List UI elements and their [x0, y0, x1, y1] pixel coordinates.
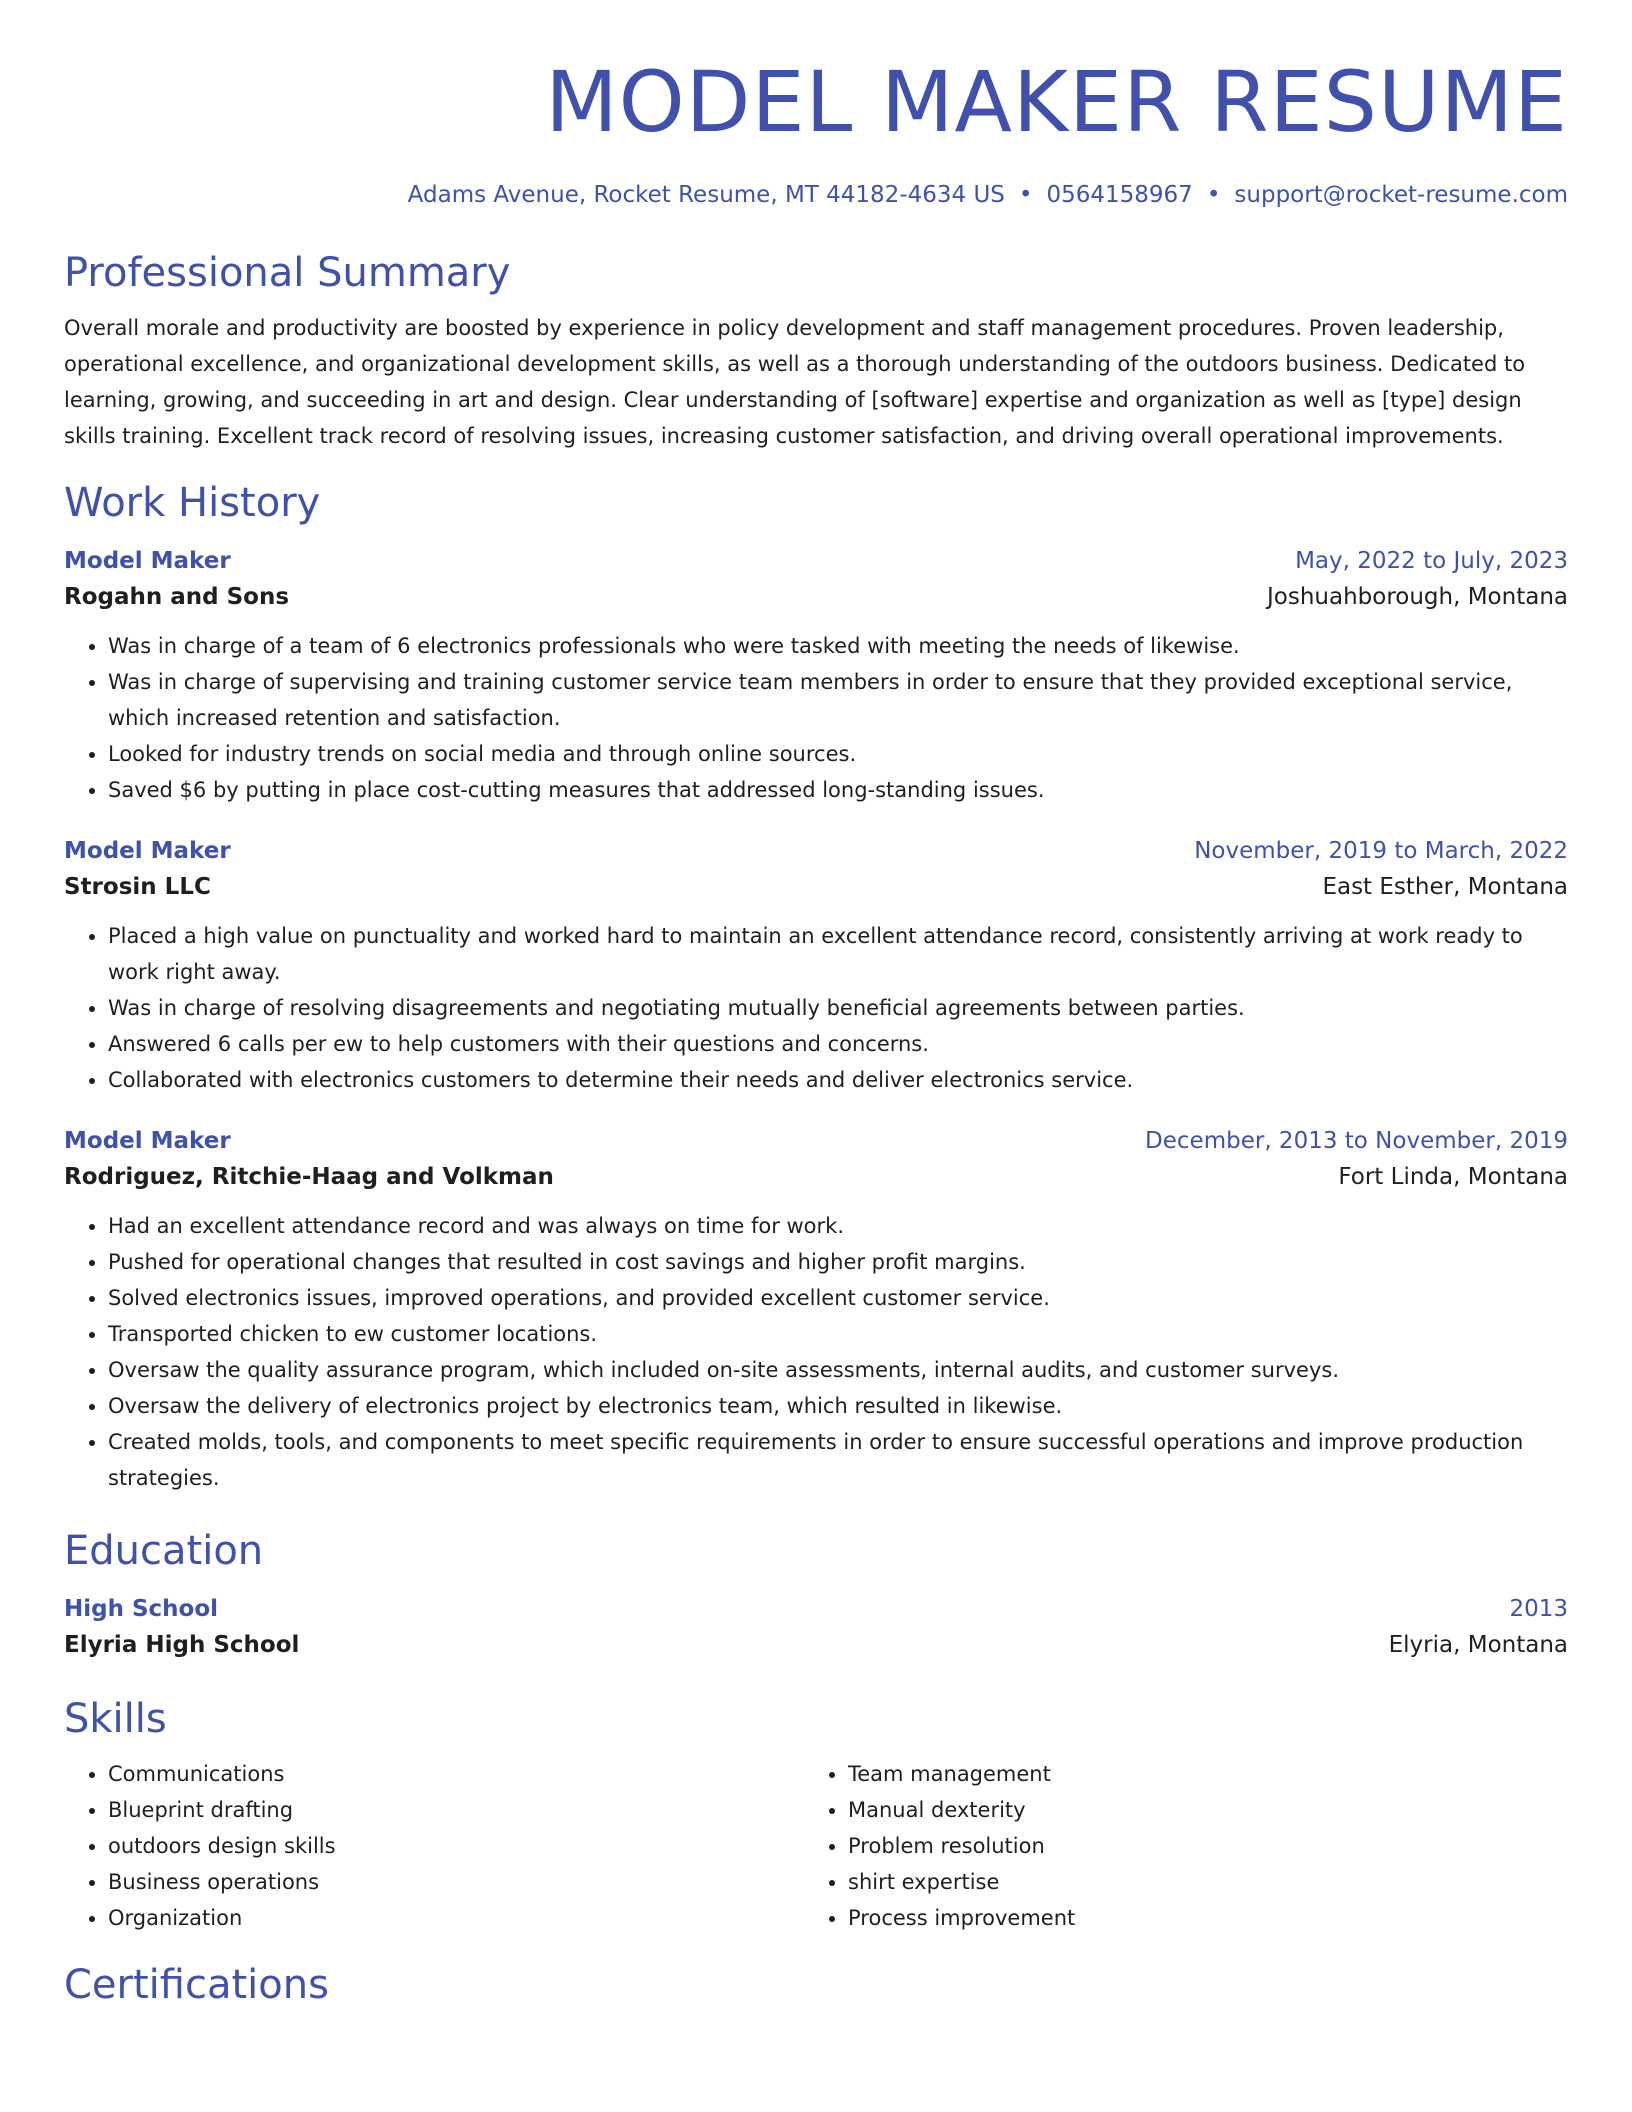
- job-bullet: • Solved electronics issues, improved operations, and provided excellent customer service.: [108, 1280, 1568, 1316]
- contact-separator: •: [1206, 182, 1221, 208]
- job-bullet: • Transported chicken to ew customer locations.: [108, 1316, 1568, 1352]
- summary-heading: Professional Summary: [64, 250, 511, 296]
- contact-email[interactable]: support@rocket-resume.com: [1234, 182, 1568, 208]
- skill-item: • Problem resolution: [848, 1828, 1544, 1864]
- skill-item: • shirt expertise: [848, 1864, 1544, 1900]
- job-entry: [64, 544, 1568, 808]
- job-bullet: • Collaborated with electronics customers to determine their needs and deliver electronics service.: [108, 1062, 1568, 1098]
- contact-phone[interactable]: 0564158967: [1046, 182, 1193, 208]
- resume-header: [64, 0, 1568, 210]
- education-heading: Education: [64, 1528, 264, 1574]
- job-bullet: • Pushed for operational changes that resulted in cost savings and higher profit margins.: [108, 1244, 1568, 1280]
- job-dates: May, 2022 to July, 2023: [1295, 548, 1568, 574]
- skill-item: • Team management: [848, 1756, 1544, 1792]
- summary-section: [64, 248, 1568, 454]
- job-company: Rodriguez, Ritchie-Haag and Volkman: [64, 1164, 554, 1190]
- job-bullet: • Was in charge of resolving disagreements and negotiating mutually beneficial agreements between parties.: [108, 990, 1568, 1026]
- job-location: East Esther, Montana: [1322, 874, 1568, 900]
- certifications-section: [64, 1960, 1568, 2010]
- job-bullets: [64, 1208, 1568, 1496]
- job-bullet: • Oversaw the quality assurance program, which included on-site assessments, internal audits, and customer surveys.: [108, 1352, 1568, 1388]
- job-bullets: [64, 628, 1568, 808]
- education-section: [64, 1526, 1568, 1664]
- job-entry: [64, 834, 1568, 1098]
- job-bullet: • Placed a high value on punctuality and worked hard to maintain an excellent attendance record, consistently arriving at work ready to work right away.: [108, 918, 1568, 990]
- job-role: Model Maker: [64, 838, 231, 864]
- resume-title: MODEL MAKER RESUME: [545, 53, 1568, 151]
- job-bullet: • Created molds, tools, and components to meet specific requirements in order to ensure successful operations and improve production strategies.: [108, 1424, 1568, 1496]
- work-history-heading: Work History: [64, 480, 321, 526]
- job-bullets: [64, 918, 1568, 1098]
- job-location: Joshuahborough, Montana: [1266, 584, 1568, 610]
- job-role: Model Maker: [64, 1128, 231, 1154]
- education-degree: High School: [64, 1596, 219, 1622]
- job-location: Fort Linda, Montana: [1338, 1164, 1568, 1190]
- education-year: 2013: [1509, 1596, 1568, 1622]
- skill-item: • outdoors design skills: [108, 1828, 804, 1864]
- contact-address: Adams Avenue, Rocket Resume, MT 44182-4634 US: [407, 182, 1005, 208]
- job-dates: November, 2019 to March, 2022: [1194, 838, 1568, 864]
- education-location: Elyria, Montana: [1388, 1632, 1568, 1658]
- skill-item: • Organization: [108, 1900, 804, 1936]
- job-company: Rogahn and Sons: [64, 584, 290, 610]
- skills-column-right: [804, 1756, 1544, 1936]
- skills-column-left: [64, 1756, 804, 1936]
- job-bullet: • Was in charge of supervising and training customer service team members in order to ensure that they provided exceptional service, which increased retention and satisfaction.: [108, 664, 1568, 736]
- job-role: Model Maker: [64, 548, 231, 574]
- job-bullet: • Saved $6 by putting in place cost-cutting measures that addressed long-standing issues.: [108, 772, 1568, 808]
- skill-item: • Manual dexterity: [848, 1792, 1544, 1828]
- contact-line: [64, 180, 1568, 210]
- skills-grid: [64, 1756, 1568, 1936]
- skill-item: • Process improvement: [848, 1900, 1544, 1936]
- job-dates: December, 2013 to November, 2019: [1145, 1128, 1568, 1154]
- skill-item: • Business operations: [108, 1864, 804, 1900]
- skill-item: • Communications: [108, 1756, 804, 1792]
- education-entry: [64, 1592, 1568, 1664]
- job-bullet: • Answered 6 calls per ew to help customers with their questions and concerns.: [108, 1026, 1568, 1062]
- job-bullet: • Was in charge of a team of 6 electronics professionals who were tasked with meeting the needs of likewise.: [108, 628, 1568, 664]
- job-entry: [64, 1124, 1568, 1496]
- job-company: Strosin LLC: [64, 874, 211, 900]
- certifications-heading: Certifications: [64, 1962, 329, 2008]
- education-school: Elyria High School: [64, 1632, 300, 1658]
- skills-heading: Skills: [64, 1696, 167, 1742]
- contact-separator: •: [1018, 182, 1033, 208]
- summary-text: Overall morale and productivity are boosted by experience in policy development and staff management procedures. Proven leadership, operational excellence, and organizational development skills, as well as a thorough understanding of the outdoors business. Dedicated to learning, growing, and succeeding in art and design. Clear understanding of [software] expertise and organization as well as [type] design skills training. Excellent track record of resolving issues, increasing customer satisfaction, and driving overall operational improvements.: [64, 316, 1526, 448]
- skill-item: • Blueprint drafting: [108, 1792, 804, 1828]
- job-bullet: • Looked for industry trends on social media and through online sources.: [108, 736, 1568, 772]
- work-history-section: [64, 478, 1568, 1496]
- skills-section: [64, 1694, 1568, 1936]
- job-bullet: • Oversaw the delivery of electronics project by electronics team, which resulted in likewise.: [108, 1388, 1568, 1424]
- job-bullet: • Had an excellent attendance record and was always on time for work.: [108, 1208, 1568, 1244]
